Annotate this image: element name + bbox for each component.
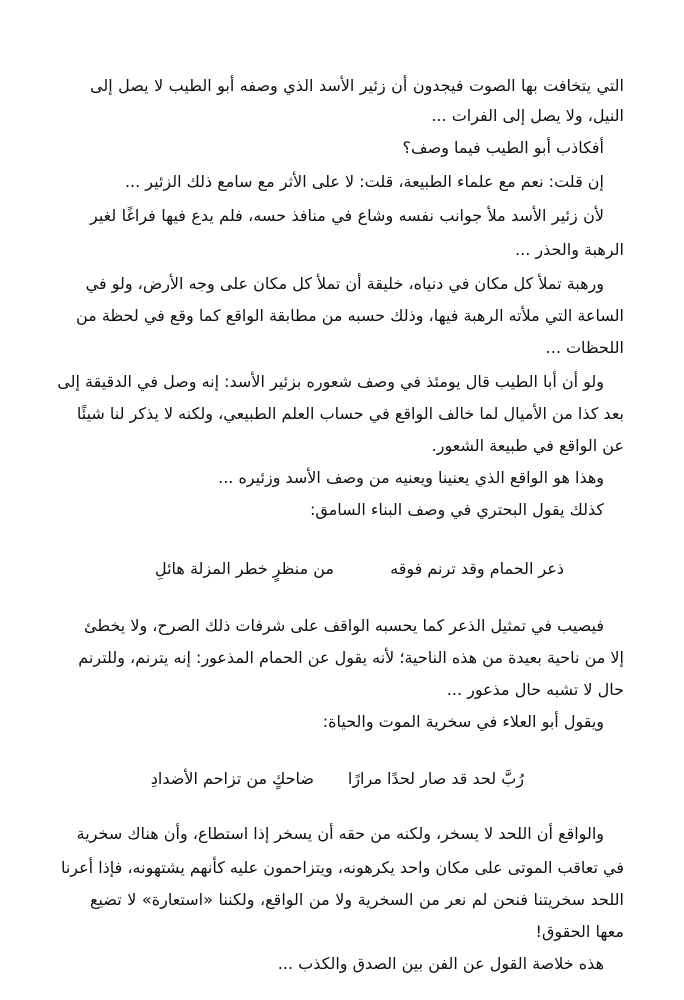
paragraph-line: هذه خلاصة القول عن الفن بين الصدق والكذب ... xyxy=(277,954,604,973)
paragraph-line: معها الحقوق! xyxy=(535,922,624,941)
paragraph-line: التي يتخافت بها الصوت فيجدون أن زئير الأسد الذي وصفه أبو الطيب لا يصل إلى xyxy=(90,76,624,95)
paragraph-line: فيصيب في تمثيل الذعر كما يحسبه الواقف على شرفات ذلك الصرح، ولا يخطئ xyxy=(83,616,604,635)
paragraph-line: والواقع أن اللحد لا يسخر، ولكنه من حقه أن يسخر إذا استطاع، وأن هناك سخرية xyxy=(76,824,604,843)
paragraph-line: بعد كذا من الأميال لما خالف الواقع في حساب العلم الطبيعي، ولكنه لا يذكر لنا شيئًا xyxy=(76,404,624,423)
paragraph-line: كذلك يقول البحتري في وصف البناء السامق: xyxy=(310,500,604,519)
verse-right-hemistich: ذعر الحمام وقد ترنم فوقه xyxy=(390,559,564,578)
paragraph-line: اللحد سخريتنا فنحن لم نعر من السخرية ولا من الواقع، ولكننا «استعارة» لا تضيع xyxy=(90,890,624,909)
paragraph-line: إلا من ناحية بعيدة من هذه الناحية؛ لأنه يقول عن الحمام المذعور: إنه يترنم، وللترنم xyxy=(78,648,624,667)
paragraph-line: في تعاقب الموتى على مكان واحد يكرهونه، ويتزاحمون عليه كأنهم يشتهونه، فإذا أعرنا xyxy=(60,858,624,877)
paragraph-line: إن قلت: نعم مع علماء الطبيعة، قلت: لا على الأثر مع سامع ذلك الزئير ... xyxy=(124,172,604,191)
paragraph-line: ويقول أبو العلاء في سخرية الموت والحياة: xyxy=(322,712,604,731)
verse-right-hemistich: رُبَّ لحد قد صار لحدًا مرارًا xyxy=(347,769,524,788)
paragraph-line: الساعة التي ملأته الرهبة فيها، وذلك حسبه من مطابقة الواقع كما وقع في لحظة من xyxy=(75,306,624,325)
paragraph-line: ولو أن أبا الطيب قال يومئذ في وصف شعوره بزئير الأسد: إنه وصل في الدقيقة إلى xyxy=(57,372,604,391)
paragraph-line: وهذا هو الواقع الذي يعنينا ويعنيه من وصف الأسد وزئيره ... xyxy=(218,468,604,487)
verse-left-hemistich: من منظرٍ خطر المزلة هائلِ xyxy=(154,559,334,578)
verse-left-hemistich: ضاحكٍ من تزاحم الأضدادِ xyxy=(150,769,314,788)
paragraph-line: النيل، ولا يصل إلى الفرات ... xyxy=(431,106,624,125)
paragraph-line: ورهبة تملأ كل مكان في دنياه، خليقة أن تملأ كل مكان على وجه الأرض، ولو في xyxy=(85,274,604,293)
paragraph-line: الرهبة والحذر ... xyxy=(515,240,624,259)
paragraph-line: اللحظات ... xyxy=(545,338,624,357)
paragraph-line: أفكاذب أبو الطيب فيما وصف؟ xyxy=(402,138,604,157)
paragraph-line: عن الواقع في طبيعة الشعور. xyxy=(431,436,624,455)
paragraph-line: حال لا تشبه حال مذعور ... xyxy=(446,680,624,699)
paragraph-line: لأن زئير الأسد ملأ جوانب نفسه وشاع في منافذ حسه، فلم يدع فيها فراغًا لغير xyxy=(90,206,604,225)
